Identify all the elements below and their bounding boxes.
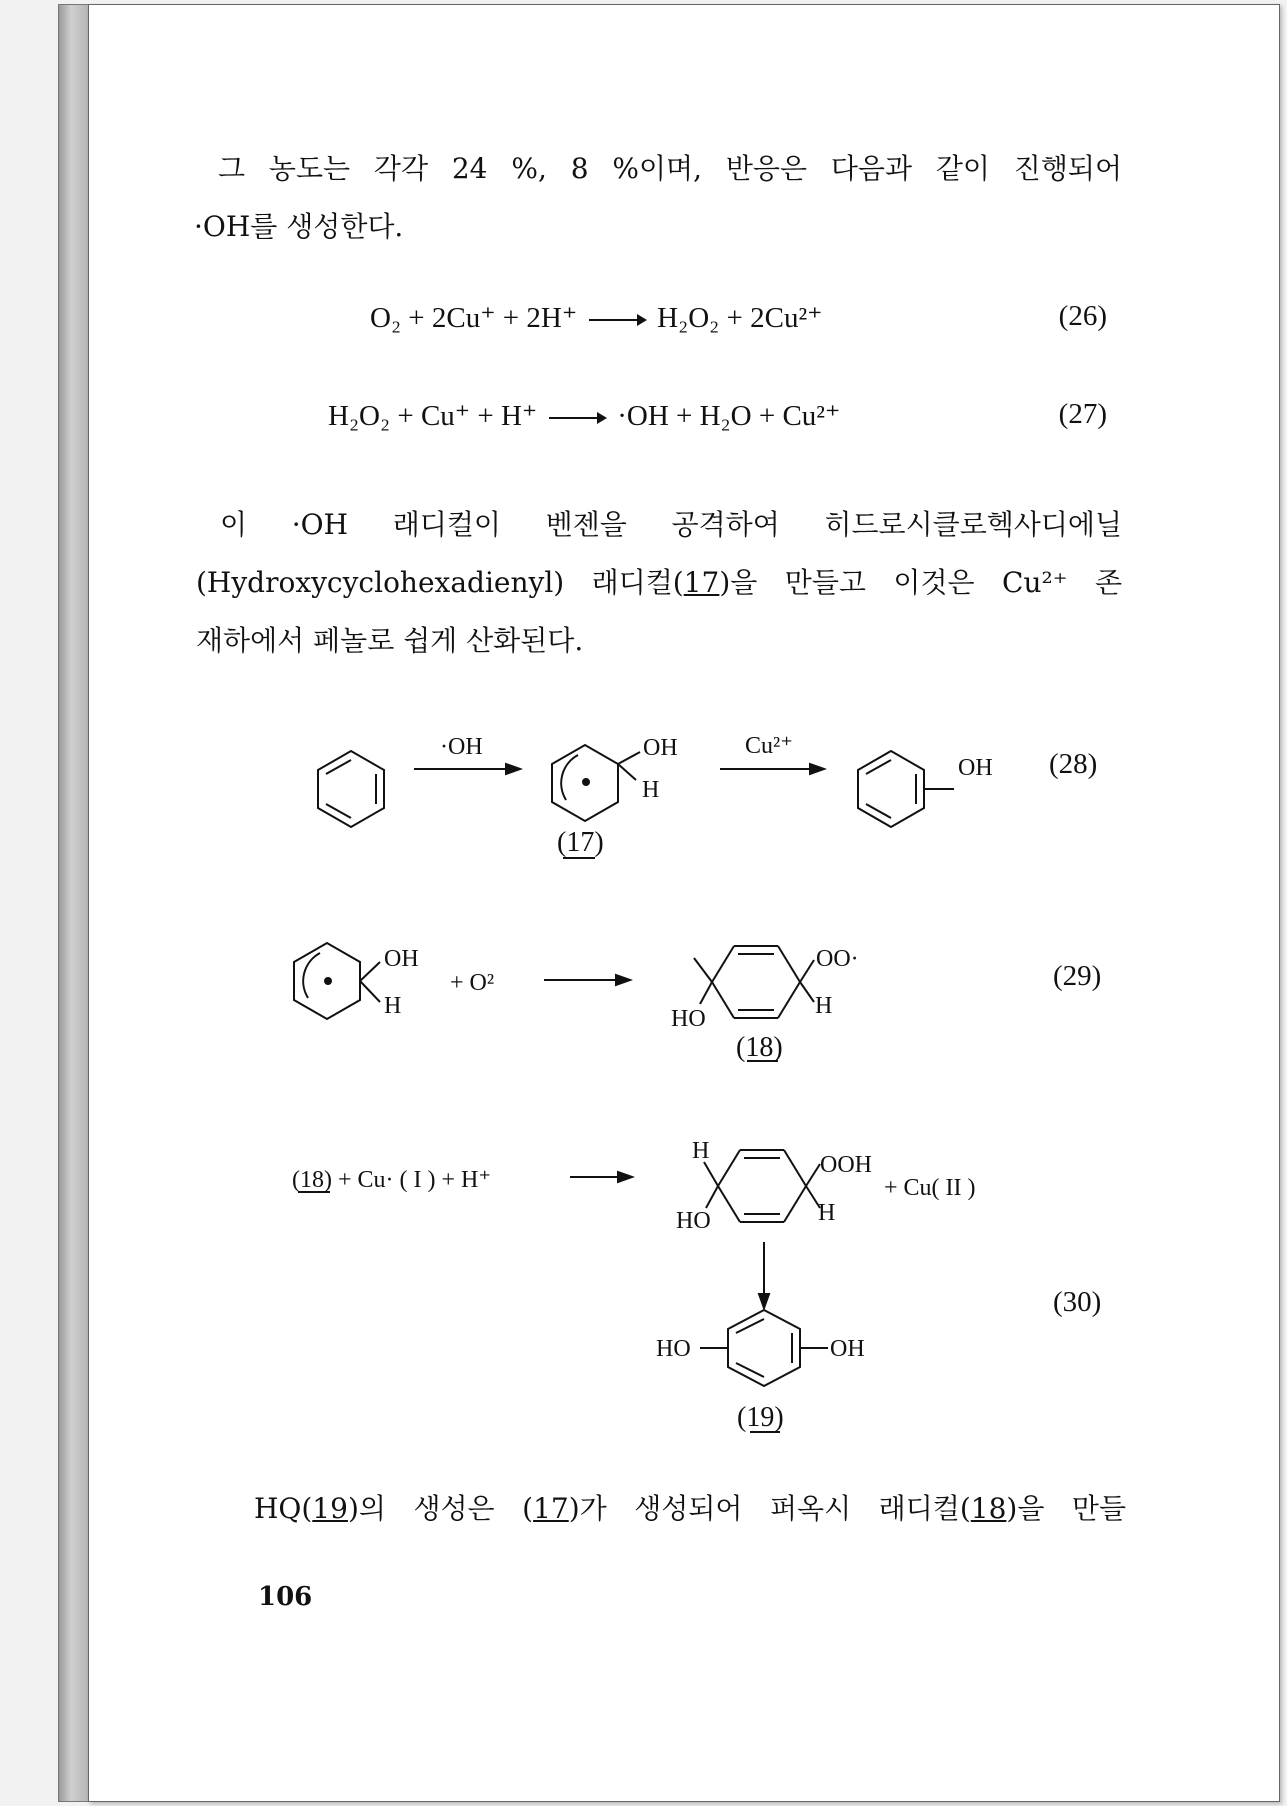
label-h: H (818, 1200, 836, 1226)
compound-label-19: (19) (737, 1402, 784, 1433)
label-h: H (384, 993, 402, 1019)
equation-27-lhs: H₂O₂ + Cu⁺ + H⁺ (328, 400, 538, 432)
reagent-oh: ·OH (440, 734, 483, 760)
label-oo-radical: OO· (816, 946, 859, 972)
label-ooh: OOH (820, 1152, 872, 1178)
label-h: H (642, 777, 660, 803)
label-oh: OH (643, 735, 678, 761)
paragraph-3-line-1 (254, 1480, 1126, 1538)
arrow-icon (810, 764, 824, 774)
arrow-icon (759, 1294, 769, 1308)
compound-ref-17: 17 (533, 1492, 569, 1525)
cyclohexadienyl-radical-17 (552, 745, 640, 821)
arrow-icon (616, 975, 630, 985)
label-h: H (815, 993, 833, 1019)
label-oh: OH (384, 946, 419, 972)
compound-ref-18: 18 (970, 1492, 1007, 1525)
equation-29-number: (29) (1053, 960, 1102, 992)
label-ho: HO (671, 1006, 706, 1032)
peroxy-radical-18 (694, 946, 814, 1018)
compound-ref-19: 19 (312, 1492, 348, 1525)
compound-ref-17: 17 (683, 566, 720, 599)
equation-28-number: (28) (1049, 748, 1098, 780)
paragraph-3-c: )가 생성되어 퍼옥시 래디컬( (568, 1492, 971, 1525)
equation-27-number: (27) (1058, 398, 1107, 430)
compound-label-18: (18) (736, 1032, 783, 1063)
page-number: 106 (258, 1582, 313, 1612)
equation-26-number: (26) (1058, 300, 1107, 332)
paragraph-2-line-3: 재하에서 페놀로 쉽게 산화된다. (196, 624, 584, 657)
paragraph-2-line-1: 이 ·OH 래디컬이 벤젠을 공격하여 히드로시클로헥사디에닐 (220, 508, 1122, 541)
paragraph-2-line-2-b: )을 만들고 이것은 Cu²⁺ 존 (719, 566, 1122, 599)
paragraph-3 (254, 1480, 1126, 1538)
label-h: H (692, 1138, 710, 1164)
reagent-o2: + O² (450, 970, 495, 996)
paragraph-3-d: )을 만들 (1006, 1492, 1127, 1525)
product-cu2: + Cu( II ) (884, 1175, 976, 1201)
equation-26-rhs: H₂O₂ + 2Cu²⁺ (657, 302, 823, 334)
label-ho: HO (676, 1208, 711, 1234)
arrow-icon (506, 764, 520, 774)
arrow-icon (618, 1172, 632, 1182)
hydroquinone-ho: HO (656, 1336, 691, 1362)
paragraph-3-a: HQ( (254, 1492, 313, 1525)
reagent-cu2plus: Cu²⁺ (745, 733, 793, 759)
scheme-30-lhs: (18) + Cu· ( I ) + H⁺ (292, 1167, 492, 1193)
equation-27-rhs: ·OH + H₂O + Cu²⁺ (617, 400, 841, 432)
paragraph-1-line-2: ·OH를 생성한다. (194, 210, 404, 243)
hydroquinone-ring (700, 1310, 828, 1386)
cyclohexadienyl-radical (294, 943, 380, 1019)
hydroperoxide-intermediate (704, 1150, 820, 1222)
benzene-ring (318, 751, 384, 827)
equation-26-lhs: O₂ + 2Cu⁺ + 2H⁺ (370, 302, 578, 334)
phenol-ring (858, 751, 954, 827)
hydroquinone-oh: OH (830, 1336, 865, 1362)
radical-dot-icon (325, 978, 331, 984)
radical-dot-icon (583, 779, 589, 785)
phenol-oh: OH (958, 755, 993, 781)
paragraph-3-b: )의 생성은 ( (347, 1492, 534, 1525)
equation-30-number: (30) (1053, 1286, 1102, 1318)
paragraph-2-line-2-a: (Hydroxycyclohexadienyl) 래디컬( (196, 566, 684, 599)
paragraph-1-line-1: 그 농도는 각각 24 %, 8 %이며, 반응은 다음과 같이 진행되어 (218, 152, 1122, 185)
compound-label-17: (17) (557, 827, 604, 858)
